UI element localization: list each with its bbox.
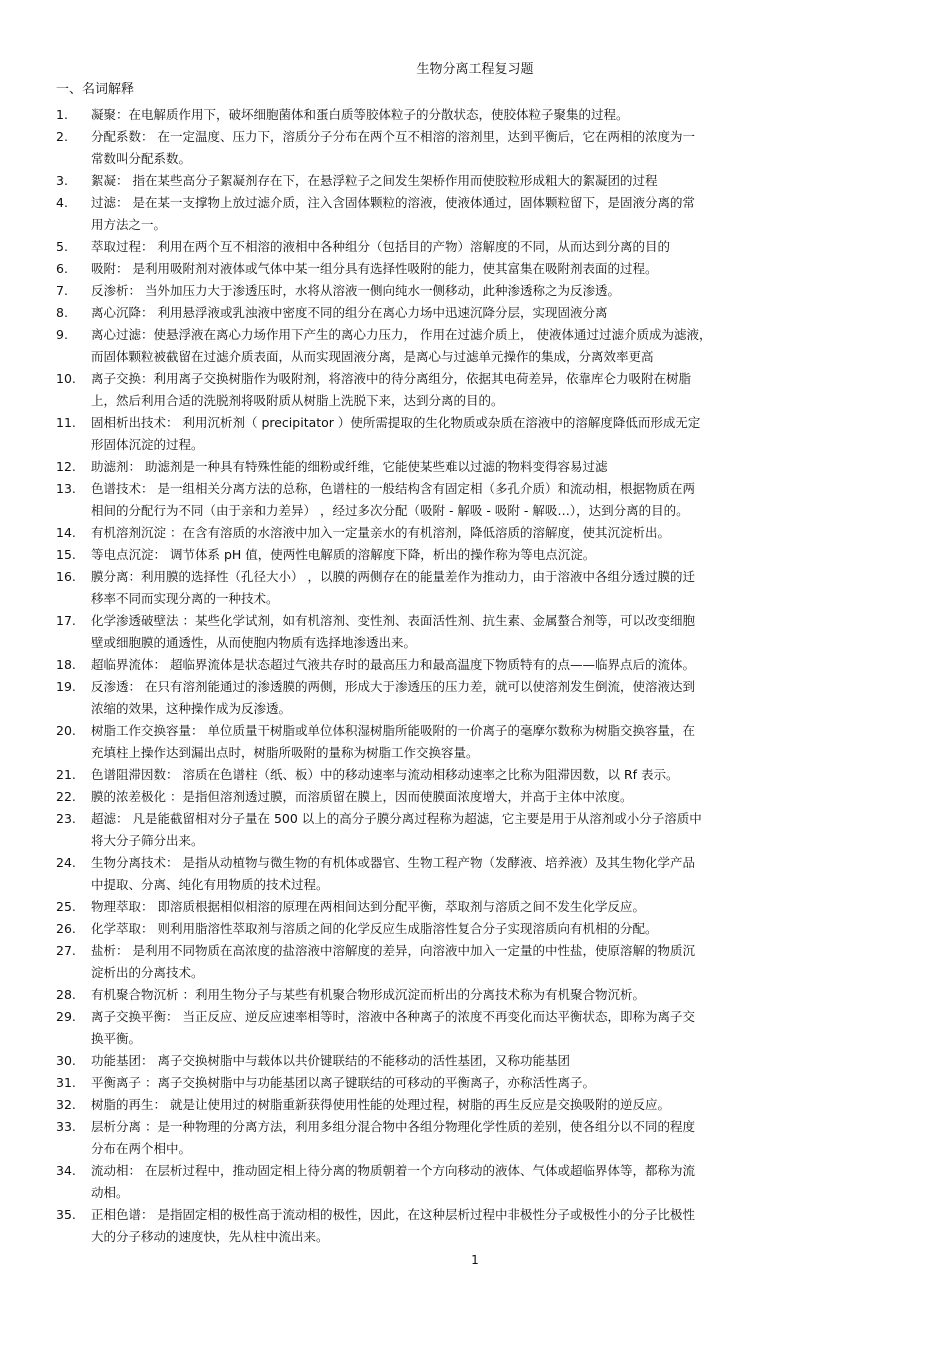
list-item [0,1072,950,1094]
item-text-continuation: 将大分子筛分出来。 [91,833,204,848]
item-number: 17. [56,613,76,628]
list-item [0,302,950,324]
item-text: 固相析出技术： 利用沉析剂（ precipitator ）使所需提取的生化物质或杂质在溶液中的溶解度降低而形成无定 [91,415,701,430]
list-item [0,1094,950,1116]
item-text: 正相色谱： 是指固定相的极性高于流动相的极性，因此，在这种层析过程中非极性分子或极性小的分子比极性 [91,1207,695,1222]
list-item [0,566,950,610]
item-number: 10. [56,371,76,386]
item-text: 有机溶剂沉淀 ：在含有溶质的水溶液中加入一定量亲水的有机溶剂，降低溶质的溶解度，使其沉淀析出。 [91,525,670,540]
list-item [0,1204,950,1248]
item-number: 25. [56,899,76,914]
item-number: 14. [56,525,76,540]
item-text-continuation: 移率不同而实现分离的一种技术。 [91,591,279,606]
item-text-continuation: 大的分子移动的速度快，先从柱中流出来。 [91,1229,329,1244]
item-text: 树脂的再生： 就是让使用过的树脂重新获得使用性能的处理过程，树脂的再生反应是交换吸附的逆反应。 [91,1097,670,1112]
item-number: 16. [56,569,76,584]
definition-list [0,104,950,1248]
page-number: 1 [471,1253,479,1267]
list-item [0,1116,950,1160]
item-number: 24. [56,855,76,870]
item-text-continuation: 换平衡。 [91,1031,142,1046]
item-number: 31. [56,1075,76,1090]
page-title: 生物分离工程复习题 [416,62,534,77]
item-number: 33. [56,1119,76,1134]
item-text: 等电点沉淀： 调节体系 pH 值，使两性电解质的溶解度下降，析出的操作称为等电点沉淀。 [91,547,596,562]
list-item [0,192,950,236]
list-item [0,412,950,456]
list-item [0,456,950,478]
list-item [0,236,950,258]
item-text: 离子交换平衡： 当正反应、逆反应速率相等时，溶液中各种离子的浓度不再变化而达平衡状态，即称为离子交 [91,1009,695,1024]
item-text: 分配系数： 在一定温度、压力下，溶质分子分布在两个互不相溶的溶剂里，达到平衡后，它在两相的浓度为一 [91,129,695,144]
item-text: 凝聚：在电解质作用下，破坏细胞菌体和蛋白质等胶体粒子的分散状态，使胶体粒子聚集的过程。 [91,107,629,122]
item-text: 超临界流体： 超临界流体是状态超过气液共存时的最高压力和最高温度下物质特有的点——临界点后的流体。 [91,657,695,672]
item-number: 19. [56,679,76,694]
list-item [0,896,950,918]
item-text: 膜的浓差极化 ：是指但溶剂透过膜，而溶质留在膜上，因而使膜面浓度增大，并高于主体中浓度。 [91,789,633,804]
item-number: 12. [56,459,76,474]
item-text: 反渗析： 当外加压力大于渗透压时，水将从溶液一侧向纯水一侧移动，此种渗透称之为反渗透。 [91,283,620,298]
list-item [0,368,950,412]
item-text-continuation: 壁或细胞膜的通透性，从而使胞内物质有选择地渗透出来。 [91,635,417,650]
list-item [0,654,950,676]
item-text: 生物分离技术： 是指从动植物与微生物的有机体或器官、生物工程产物（发酵液、培养液）及其生物化学产品 [91,855,695,870]
list-item [0,676,950,720]
item-text: 膜分离：利用膜的选择性（孔径大小） ，以膜的两侧存在的能量差作为推动力，由于溶液中各组分透过膜的迁 [91,569,695,584]
item-text: 流动相： 在层析过程中，推动固定相上待分离的物质朝着一个方向移动的液体、气体或超临界体等，都称为流 [91,1163,695,1178]
item-text: 超滤： 凡是能截留相对分子量在 500 以上的高分子膜分离过程称为超滤，它主要是用于从溶剂或小分子溶质中 [91,811,702,826]
item-number: 21. [56,767,76,782]
item-text-continuation: 浓缩的效果，这种操作成为反渗透。 [91,701,292,716]
list-item [0,170,950,192]
item-text-continuation: 上，然后利用合适的洗脱剂将吸附质从树脂上洗脱下来，达到分离的目的。 [91,393,504,408]
list-item [0,1160,950,1204]
item-number: 27. [56,943,76,958]
item-text: 反渗透： 在只有溶剂能通过的渗透膜的两侧，形成大于渗透压的压力差，就可以使溶剂发生倒流，使溶液达到 [91,679,695,694]
item-text: 平衡离子 ：离子交换树脂中与功能基团以离子键联结的可移动的平衡离子，亦称活性离子。 [91,1075,595,1090]
list-item [0,544,950,566]
item-number: 29. [56,1009,76,1024]
item-number: 6. [56,261,68,276]
item-text: 盐析： 是利用不同物质在高浓度的盐溶液中溶解度的差异，向溶液中加入一定量的中性盐，使原溶解的物质沉 [91,943,695,958]
item-text-continuation: 动相。 [91,1185,129,1200]
item-number: 11. [56,415,76,430]
list-item [0,478,950,522]
list-item [0,764,950,786]
list-item [0,918,950,940]
item-text-continuation: 形固体沉淀的过程。 [91,437,204,452]
item-text: 层析分离 ：是一种物理的分离方法，利用多组分混合物中各组分物理化学性质的差别，使各组分以不同的程度 [91,1119,695,1134]
item-number: 4. [56,195,68,210]
list-item [0,280,950,302]
item-number: 15. [56,547,76,562]
item-number: 18. [56,657,76,672]
item-number: 22. [56,789,76,804]
item-number: 34. [56,1163,76,1178]
list-item [0,258,950,280]
item-text: 过滤： 是在某一支撑物上放过滤介质，注入含固体颗粒的溶液，使液体通过，固体颗粒留下，是固液分离的常 [91,195,695,210]
item-number: 2. [56,129,68,144]
item-text: 离心沉降： 利用悬浮液或乳浊液中密度不同的组分在离心力场中迅速沉降分层，实现固液分离 [91,305,608,320]
item-number: 1. [56,107,68,122]
item-number: 9. [56,327,68,342]
item-text: 萃取过程： 利用在两个互不相溶的液相中各种组分（包括目的产物）溶解度的不同，从而达到分离的目的 [91,239,670,254]
item-text: 化学萃取： 则利用脂溶性萃取剂与溶质之间的化学反应生成脂溶性复合分子实现溶质向有机相的分配。 [91,921,658,936]
item-number: 7. [56,283,68,298]
list-item [0,324,950,368]
item-text: 功能基团： 离子交换树脂中与载体以共价键联结的不能移动的活性基团，又称功能基团 [91,1053,570,1068]
item-text-continuation: 相间的分配行为不同（由于亲和力差异） ，经过多次分配（吸附 - 解吸 - 吸附 - 解吸…），达到分离的目的。 [91,503,689,518]
item-text-continuation: 常数叫分配系数。 [91,151,192,166]
list-item [0,852,950,896]
list-item [0,984,950,1006]
item-text: 色谱阻滞因数： 溶质在色谱柱（纸、板）中的移动速率与流动相移动速率之比称为阻滞因数，以 Rf 表示。 [91,767,679,782]
item-text-continuation: 淀析出的分离技术。 [91,965,204,980]
item-text: 色谱技术： 是一组相关分离方法的总称，色谱柱的一般结构含有固定相（多孔介质）和流动相，根据物质在两 [91,481,695,496]
item-number: 35. [56,1207,76,1222]
item-text-continuation: 中提取、分离、纯化有用物质的技术过程。 [91,877,329,892]
item-number: 26. [56,921,76,936]
item-text: 离心过滤：使悬浮液在离心力场作用下产生的离心力压力， 作用在过滤介质上， 使液体通过过滤介质成为滤液， [91,327,712,342]
item-text-continuation: 充填柱上操作达到漏出点时，树脂所吸附的量称为树脂工作交换容量。 [91,745,479,760]
list-item [0,940,950,984]
item-text: 吸附： 是利用吸附剂对液体或气体中某一组分具有选择性吸附的能力，使其富集在吸附剂表面的过程。 [91,261,658,276]
list-item [0,610,950,654]
list-item [0,786,950,808]
list-item [0,808,950,852]
item-text-continuation: 用方法之一。 [91,217,167,232]
item-text: 离子交换：利用离子交换树脂作为吸附剂，将溶液中的待分离组分，依据其电荷差异，依靠库仑力吸附在树脂 [91,371,692,386]
item-number: 8. [56,305,68,320]
item-number: 20. [56,723,76,738]
item-number: 3. [56,173,68,188]
list-item [0,126,950,170]
item-text: 絮凝： 指在某些高分子絮凝剂存在下，在悬浮粒子之间发生架桥作用而使胶粒形成粗大的絮凝团的过程 [91,173,658,188]
list-item [0,1006,950,1050]
item-number: 30. [56,1053,76,1068]
item-number: 5. [56,239,68,254]
item-number: 32. [56,1097,76,1112]
item-text: 助滤剂： 助滤剂是一种具有特殊性能的细粉或纤维，它能使某些难以过滤的物料变得容易过滤 [91,459,608,474]
list-item [0,104,950,126]
item-text: 树脂工作交换容量： 单位质量干树脂或单位体积湿树脂所能吸附的一价离子的毫摩尔数称为树脂交换容量，在 [91,723,695,738]
item-text: 有机聚合物沉析 ：利用生物分子与某些有机聚合物形成沉淀而析出的分离技术称为有机聚合物沉析。 [91,987,645,1002]
item-number: 23. [56,811,76,826]
item-text-continuation: 分布在两个相中。 [91,1141,192,1156]
item-text: 物理萃取： 即溶质根据相似相溶的原理在两相间达到分配平衡，萃取剂与溶质之间不发生化学反应。 [91,899,645,914]
item-number: 28. [56,987,76,1002]
section-heading: 一、名词解释 [56,82,135,97]
item-number: 13. [56,481,76,496]
item-text-continuation: 而固体颗粒被截留在过滤介质表面，从而实现固液分离，是离心与过滤单元操作的集成，分离效率更高 [91,349,654,364]
list-item [0,522,950,544]
list-item [0,1050,950,1072]
item-text: 化学渗透破壁法 ：某些化学试剂，如有机溶剂、变性剂、表面活性剂、抗生素、金属螯合剂等，可以改变细胞 [91,613,695,628]
list-item [0,720,950,764]
